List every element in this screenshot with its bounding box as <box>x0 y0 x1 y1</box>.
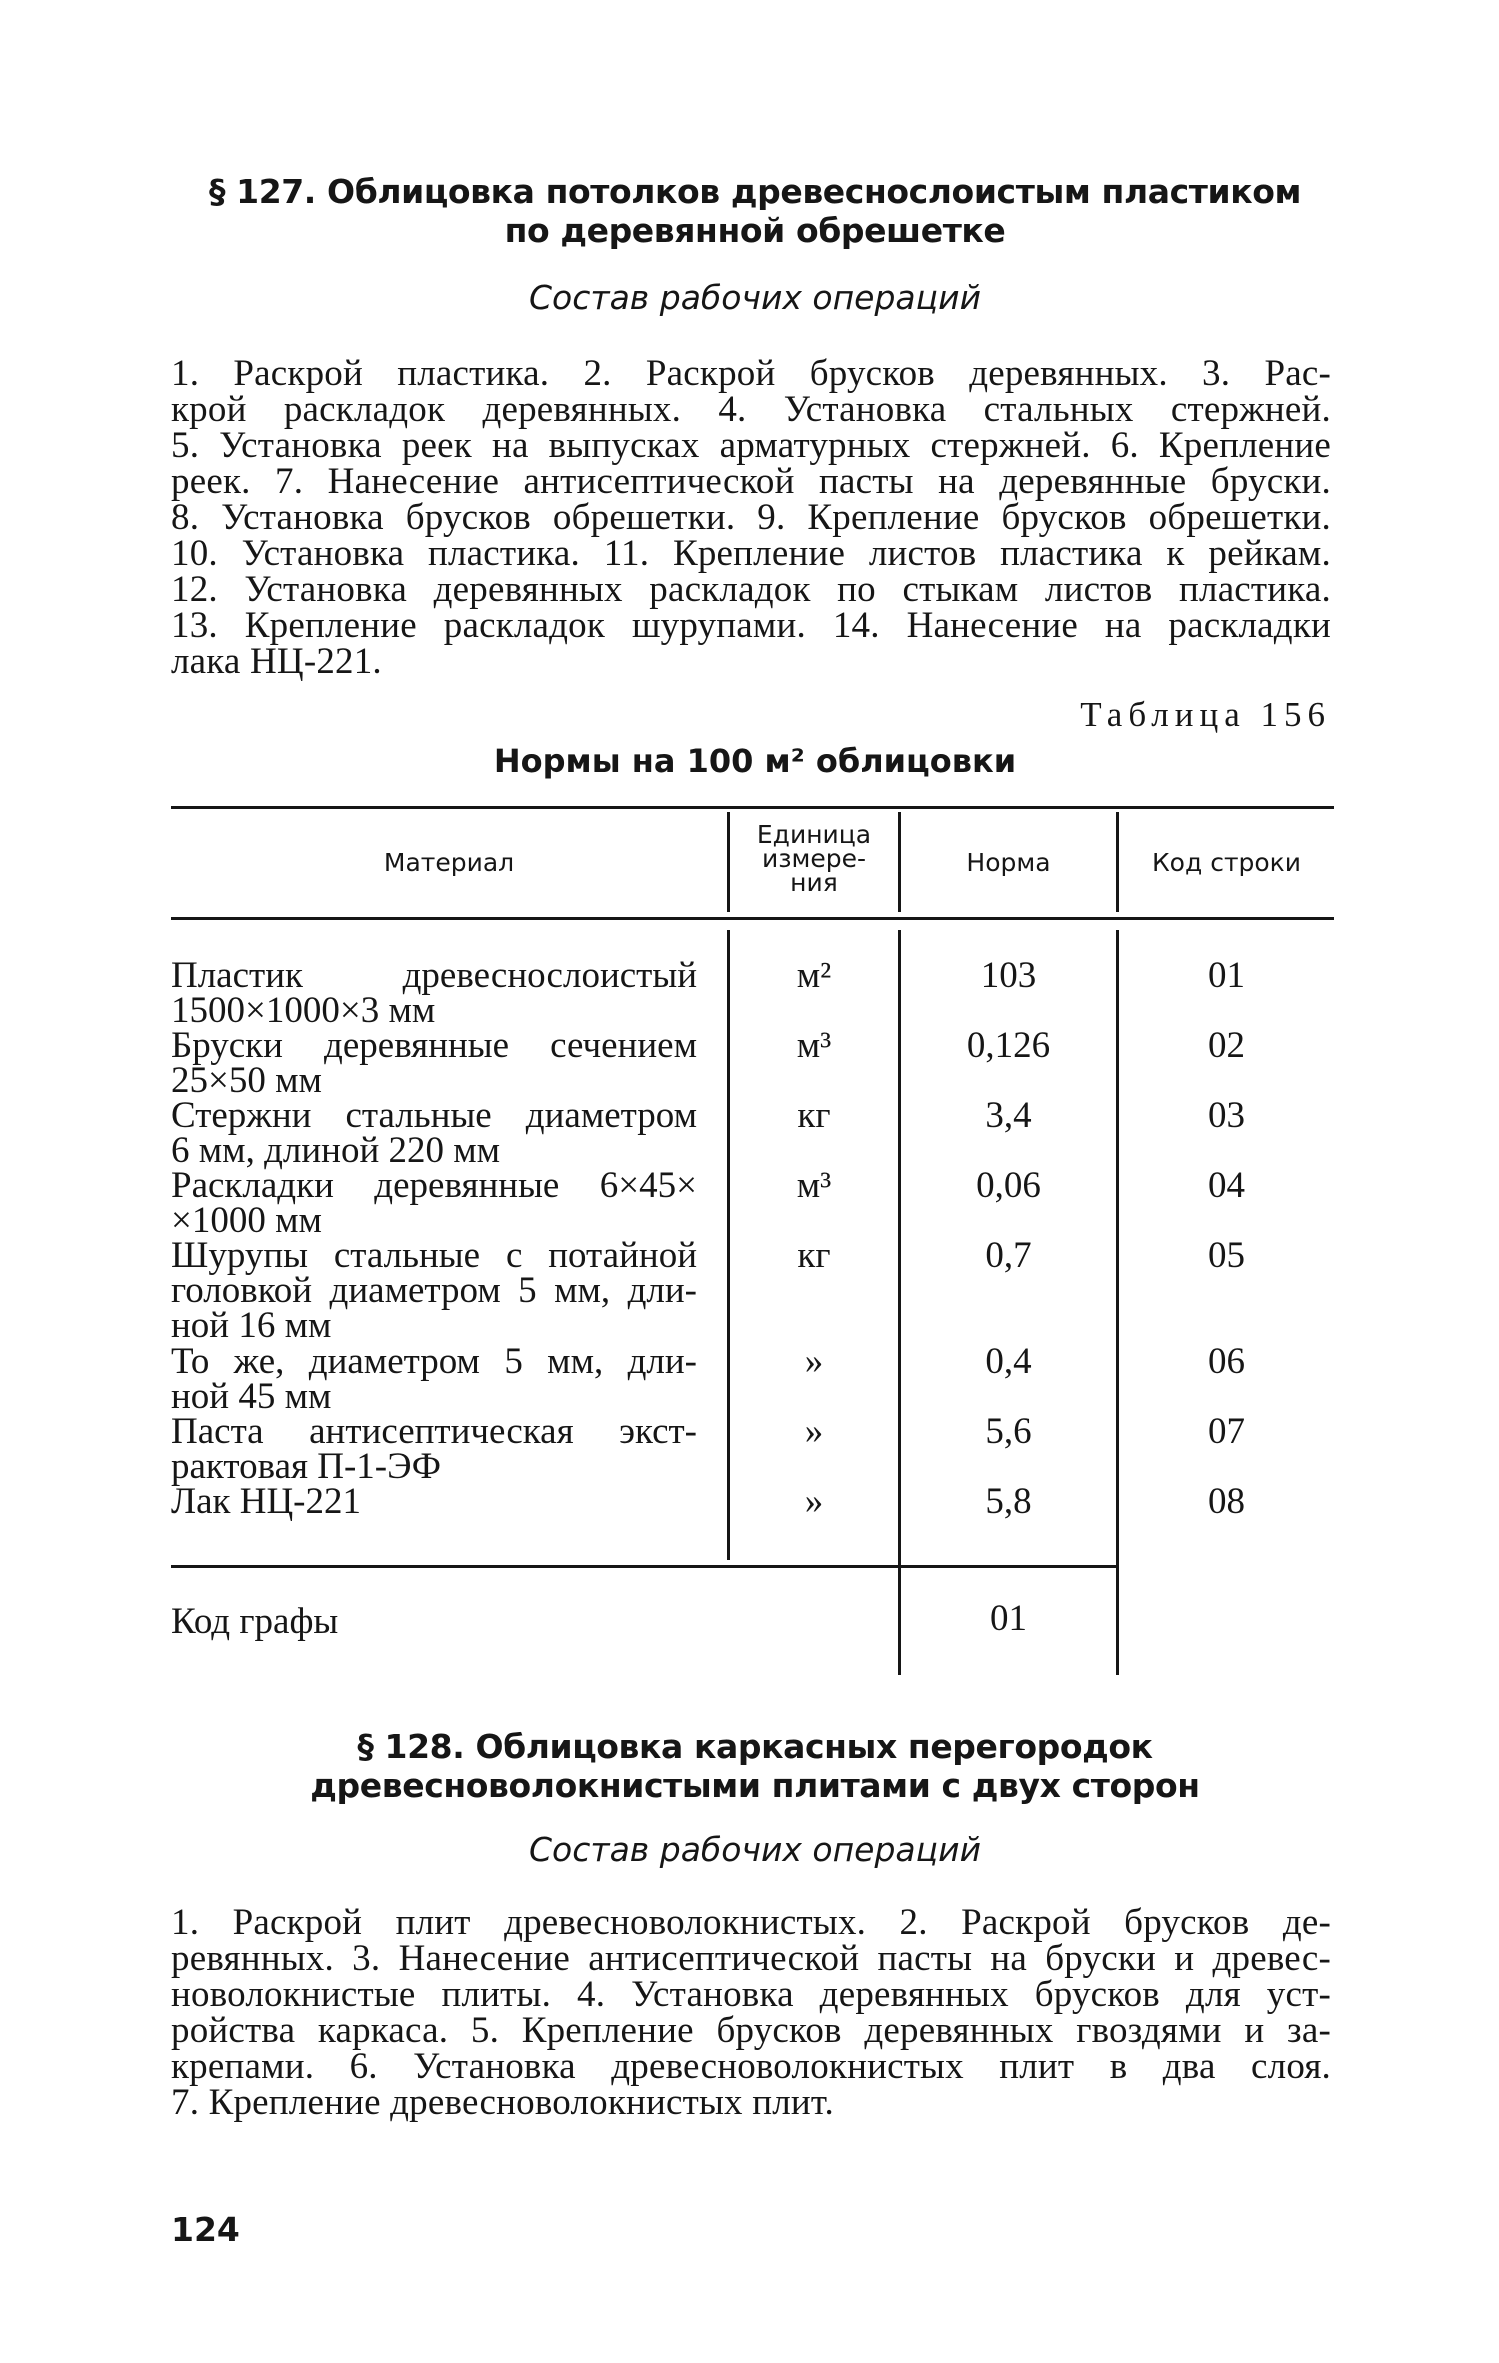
page-number: 124 <box>171 2210 240 2249</box>
footer-label: Код графы <box>171 1601 339 1642</box>
header-unit-line: ния <box>790 868 838 897</box>
cell-norm: 0,4 <box>985 1341 1032 1382</box>
operations-line: 5. Установка реек на выпусках арматурных стержней. 6. Крепление <box>171 425 1331 466</box>
header-unit <box>730 820 898 897</box>
operations-line: ревянных. 3. Нанесение антисептической пасты на бруски и древес- <box>171 1938 1331 1979</box>
section-127-subheading: Состав рабочих операций <box>528 278 982 317</box>
operations-line: 13. Крепление раскладок шурупами. 14. Нанесение на раскладки <box>171 605 1331 646</box>
material-line: Бруски деревянные сечением <box>171 1025 697 1066</box>
cell-code: 04 <box>1208 1165 1245 1206</box>
cell-norm: 0,126 <box>966 1025 1051 1066</box>
cell-unit: м³ <box>796 1025 832 1066</box>
cell-material <box>171 1481 697 1522</box>
cell-material <box>171 1411 697 1487</box>
cell-material <box>171 1025 697 1101</box>
cell-unit: кг <box>797 1095 831 1136</box>
cell-material <box>171 1165 697 1241</box>
material-line: Раскладки деревянные 6×45× <box>171 1165 697 1206</box>
header-unit-line: измере- <box>761 844 867 873</box>
cell-norm: 0,7 <box>985 1235 1032 1276</box>
section-128-title <box>170 1727 1340 1805</box>
section-127-operations <box>171 353 1331 682</box>
section-128-subheading: Состав рабочих операций <box>528 1830 982 1869</box>
table-top-rule <box>171 806 1334 809</box>
operations-line: ройства каркаса. 5. Крепление брусков деревянных гвоздями и за- <box>171 2010 1331 2051</box>
header-norm: Норма <box>966 848 1051 877</box>
material-line: 1500×1000×3 мм <box>171 990 436 1031</box>
operations-line: новолокнистые плиты. 4. Установка деревянных брусков для уст- <box>171 1974 1331 2015</box>
cell-norm: 103 <box>980 955 1037 996</box>
table-header-rule <box>171 917 1334 920</box>
operations-line: 7. Крепление древесноволокнистых плит. <box>171 2082 834 2123</box>
operations-line: 1. Раскрой пластика. 2. Раскрой брусков деревянных. 3. Рас- <box>171 353 1331 394</box>
header-unit-line: Единица <box>756 820 872 849</box>
header-code: Код строки <box>1151 848 1302 877</box>
operations-line: 10. Установка пластика. 11. Крепление листов пластика к рейкам. <box>171 533 1331 574</box>
table-footer-rule <box>171 1565 1117 1568</box>
cell-norm: 0,06 <box>976 1165 1041 1206</box>
table-number: Таблица 156 <box>1080 695 1331 734</box>
operations-line: 8. Установка брусков обрешетки. 9. Крепление брусков обрешетки. <box>171 497 1331 538</box>
section-128-title-line2: древесноволокнистыми плитами с двух сторон <box>310 1766 1200 1805</box>
operations-line: лака НЦ-221. <box>171 641 382 682</box>
cell-code: 01 <box>1208 955 1245 996</box>
cell-material <box>171 1235 697 1346</box>
cell-material <box>171 1341 697 1417</box>
material-line: 25×50 мм <box>171 1060 322 1101</box>
section-127-title-line1: § 127. Облицовка потолков древеснослоистым пластиком <box>208 172 1302 211</box>
cell-norm: 5,6 <box>985 1411 1032 1452</box>
cell-code: 02 <box>1208 1025 1245 1066</box>
cell-unit: » <box>804 1411 824 1452</box>
cell-material <box>171 955 697 1031</box>
cell-unit: м² <box>796 955 832 996</box>
cell-material <box>171 1095 697 1171</box>
section-128-title-line1: § 128. Облицовка каркасных перегородок <box>357 1727 1153 1766</box>
cell-code: 06 <box>1208 1341 1245 1382</box>
cell-code: 03 <box>1208 1095 1245 1136</box>
material-line: Паста антисептическая экст- <box>171 1411 697 1452</box>
section-127-title-line2: по деревянной обрешетке <box>504 211 1006 250</box>
material-line: ной 45 мм <box>171 1376 332 1417</box>
material-line: То же, диаметром 5 мм, дли- <box>171 1341 697 1382</box>
material-line: Лак НЦ-221 <box>171 1481 362 1522</box>
operations-line: реек. 7. Нанесение антисептической пасты на деревянные бруски. <box>171 461 1331 502</box>
operations-line: 1. Раскрой плит древесноволокнистых. 2. Раскрой брусков де- <box>171 1902 1331 1943</box>
operations-line: 12. Установка деревянных раскладок по стыкам листов пластика. <box>171 569 1331 610</box>
cell-norm: 3,4 <box>985 1095 1032 1136</box>
operations-line: крепами. 6. Установка древесноволокнистых плит в два слоя. <box>171 2046 1331 2087</box>
material-line: 6 мм, длиной 220 мм <box>171 1130 501 1171</box>
cell-unit: м³ <box>796 1165 832 1206</box>
material-line: Пластик древеснослоистый <box>171 955 697 996</box>
material-line: Стержни стальные диаметром <box>171 1095 697 1136</box>
cell-code: 07 <box>1208 1411 1245 1452</box>
header-material: Материал <box>383 848 515 877</box>
material-line: ной 16 мм <box>171 1305 332 1346</box>
material-line: Шурупы стальные с потайной <box>171 1235 697 1276</box>
cell-code: 05 <box>1208 1235 1245 1276</box>
section-127-title <box>170 172 1340 250</box>
material-line: рактовая П-1-ЭФ <box>171 1446 441 1487</box>
cell-norm: 5,8 <box>985 1481 1032 1522</box>
operations-line: крой раскладок деревянных. 4. Установка стальных стержней. <box>171 389 1331 430</box>
cell-unit: » <box>804 1481 824 1522</box>
footer-value: 01 <box>990 1598 1027 1639</box>
cell-unit: кг <box>797 1235 831 1276</box>
cell-code: 08 <box>1208 1481 1245 1522</box>
material-line: головкой диаметром 5 мм, дли- <box>171 1270 697 1311</box>
material-line: ×1000 мм <box>171 1200 322 1241</box>
section-128-operations <box>171 1902 1331 2123</box>
cell-unit: » <box>804 1341 824 1382</box>
table-caption: Нормы на 100 м² облицовки <box>493 742 1017 780</box>
